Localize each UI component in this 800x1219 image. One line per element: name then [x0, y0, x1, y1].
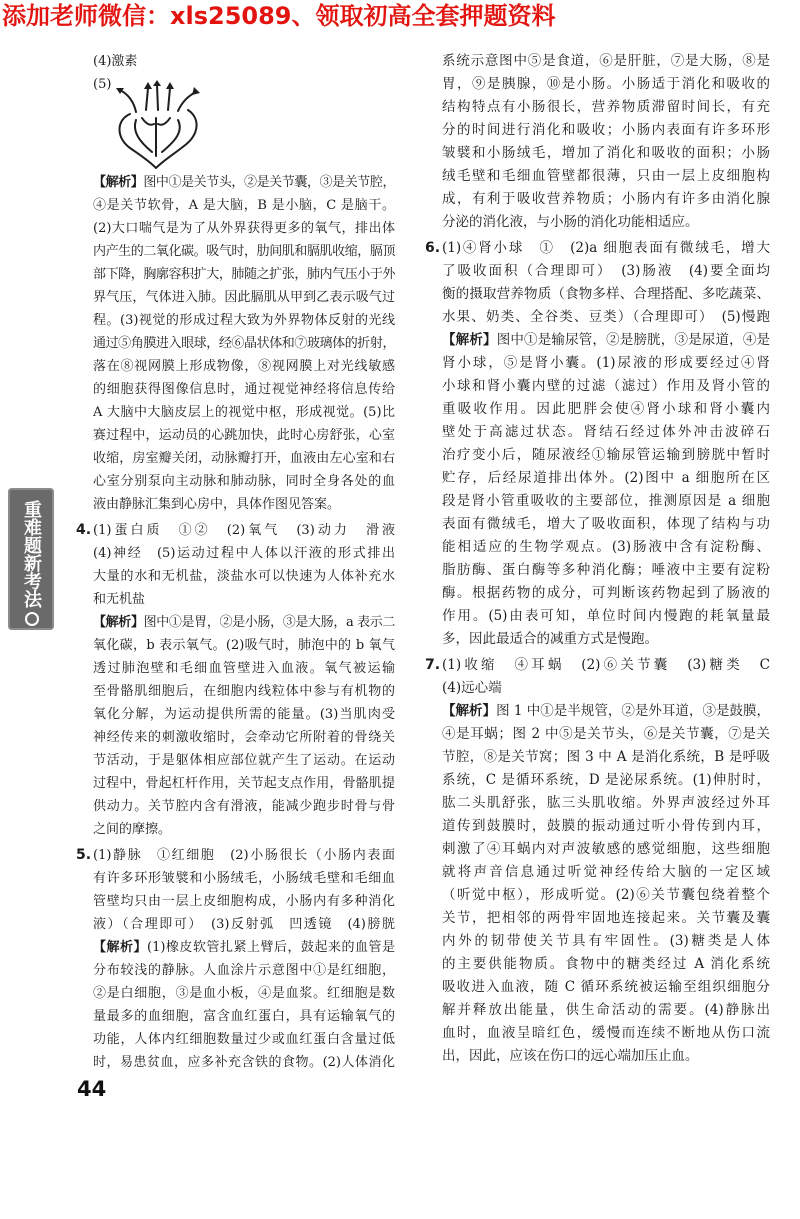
- analysis-line: 解并释放出能量，供生命活动的需要。(4)静脉出: [442, 1002, 770, 1018]
- answer-line: (5): [93, 77, 112, 92]
- analysis-line: 量最多的血细胞，富含血红蛋白，具有运输氧气的: [93, 1009, 395, 1024]
- side-tab-label: 重难题新考法: [21, 500, 42, 608]
- analysis-line: 时，易患贫血，应多补充含铁的食物。(2)人体消化: [93, 1055, 395, 1070]
- answer-line: (4)神经 (5)运动过程中人体以汗液的形式排出: [93, 546, 395, 561]
- analysis-line: 功能，人体内红细胞数量过少或血红蛋白含量过低: [93, 1032, 395, 1047]
- question-number: 5.: [76, 847, 92, 863]
- analysis-label: 【解析】: [93, 615, 144, 630]
- q7-analysis: [442, 700, 770, 1068]
- question-5: [76, 844, 395, 1074]
- analysis-line: 血时，血液呈暗红色，缓慢而连续不断地从伤口流: [442, 1025, 770, 1041]
- answer-line: 大量的水和无机盐，淡盐水可以快速为人体补充水: [93, 569, 395, 584]
- analysis-line: 刺激了④耳蜗内对声波敏感的感觉细胞，这些细胞: [442, 841, 770, 857]
- analysis-line: A 大脑中大脑皮层上的视觉中枢，形成视觉。(5)比: [93, 405, 395, 420]
- analysis-line: 液由静脉汇集到心房中，具体作图见答案。: [93, 497, 341, 512]
- q5-answer: [93, 844, 395, 936]
- analysis-line: 胃，⑨是胰腺，⑩是小肠。小肠适于消化和吸收的: [442, 76, 770, 92]
- q5-analysis: [93, 936, 395, 1074]
- analysis-line: ④是耳蜗；图 2 中⑤是关节头，⑥是关节囊，⑦是关: [442, 726, 770, 742]
- analysis-line: 内产生的二氧化碳。吸气时，肋间肌和膈肌收缩，膈顶: [93, 244, 395, 259]
- question-4: [76, 519, 395, 841]
- analysis-line: 脂肪酶、蛋白酶等多种消化酶；唾液中主要有淀粉: [442, 562, 770, 578]
- q5-analysis-continuation: [442, 50, 770, 234]
- analysis-line: 通过⑤角膜进入眼球，经⑥晶状体和⑦玻璃体的折射，: [93, 336, 395, 351]
- analysis-line: 过程中，骨起杠杆作用，关节起支点作用，骨骼肌提: [93, 776, 395, 791]
- answer-line: (1)蛋白质 ①② (2)氧气 (3)动力 滑液: [93, 523, 395, 538]
- analysis-line: 至骨骼肌细胞后，在细胞内线粒体中参与有机物的: [93, 684, 395, 699]
- analysis-line: ④是关节软骨，A 是大脑，B 是小脑，C 是脑干。: [93, 198, 395, 213]
- analysis-line: 收缩，房室瓣关闭，动脉瓣打开，血液由左心室和右: [93, 451, 395, 466]
- analysis-text: 图中①是输尿管，②是膀胱，③是尿道，④是: [496, 332, 770, 348]
- analysis-text: (1)橡皮软管扎紧上臂后，鼓起来的血管是: [147, 940, 395, 955]
- answer-line: 水果、奶类、全谷类、豆类）（合理即可） (5)慢跑: [442, 309, 770, 325]
- analysis-line: 段是肾小管重吸收的主要部位，推测原因是 a 细胞: [442, 493, 770, 509]
- analysis-line: 皱襞和小肠绒毛，增加了消化和吸收的面积；小肠: [442, 145, 770, 161]
- right-column: [425, 50, 770, 1068]
- analysis-line: 肾小球，⑤是肾小囊。(1)尿液的形成要经过④肾: [442, 355, 770, 371]
- answer-line: 有许多环形皱襞和小肠绒毛，小肠绒毛壁和毛细血: [93, 871, 395, 886]
- q4-answer: [93, 519, 395, 611]
- left-column: [76, 50, 395, 1074]
- analysis-line: 节活动，于是躯体相应部位就产生了运动。在运动: [93, 753, 395, 768]
- tab-ring-icon: [25, 612, 39, 626]
- answer-line: (4)远心端: [442, 680, 502, 696]
- question-number: 7.: [425, 657, 441, 673]
- analysis-line: [93, 611, 395, 634]
- analysis-text: 图中①是胃，②是小肠，③是大肠，a 表示二: [143, 615, 395, 630]
- heart-figure: [93, 96, 395, 171]
- analysis-line: 氧化分解，为运动提供所需的能量。(3)当肌肉受: [93, 707, 395, 722]
- analysis-line: 酶。根据药物的成分，可判断该药物起到了肠液的: [442, 585, 770, 601]
- analysis-line: 贮存，后经尿道排出体外。(2)图中 a 细胞所在区: [442, 470, 770, 486]
- q4-analysis: [93, 611, 395, 841]
- analysis-line: [442, 329, 770, 352]
- answer-line: 了吸收面积（合理即可） (3)肠液 (4)要全面均: [442, 263, 770, 279]
- analysis-line: 内外的韧带使关节具有牢固性。(3)糖类是人体: [442, 933, 770, 949]
- analysis-label: 【解析】: [93, 175, 144, 190]
- analysis-line: 治疗变小后，随尿液经①输尿管运输到膀胱中暂时: [442, 447, 770, 463]
- analysis-line: 表面有微绒毛，增大了吸收面积，体现了结构与功: [442, 516, 770, 532]
- analysis-line: 程。(3)视觉的形成过程大致为外界物体反射的光线: [93, 313, 395, 328]
- analysis-line: 多，因此最适合的减重方式是慢跑。: [442, 631, 658, 647]
- answer-line: (1)④肾小球 ① (2)a 细胞表面有微绒毛，增大: [442, 240, 770, 256]
- analysis-line: 心室分别泵向主动脉和肺动脉，同时全身各处的血: [93, 474, 395, 489]
- analysis-line: [93, 936, 395, 959]
- analysis-line: 分泌的消化液，与小肠的消化功能相适应。: [442, 214, 699, 230]
- page-number: 44: [77, 1077, 107, 1101]
- q3-analysis: [93, 171, 395, 516]
- answer-line: (4)激素: [93, 54, 138, 69]
- question-number: 6.: [425, 240, 441, 256]
- analysis-line: 的主要供能物质。食物中的糖类经过 A 消化系统: [442, 956, 770, 972]
- answer-line: 管壁均只由一层上皮细胞构成，小肠内有多种消化: [93, 894, 395, 909]
- analysis-line: 系统，C 是循环系统，D 是泌尿系统。(1)伸肘时，: [442, 772, 770, 788]
- analysis-line: 关节，把相邻的两骨牢固地连接起来。关节囊及囊: [442, 910, 770, 926]
- answer-line: 衡的摄取营养物质（食物多样、合理搭配、多吃蔬菜、: [442, 286, 770, 302]
- heart-diagram-icon: [110, 80, 204, 170]
- analysis-label: 【解析】: [93, 940, 148, 955]
- analysis-line: 透过肺泡壁和毛细血管壁进入血液。氧气被运输: [93, 661, 395, 676]
- analysis-line: 结构特点有小肠很长，营养物质滞留时间长，有充: [442, 99, 770, 115]
- analysis-line: 分布较浅的静脉。人血涂片示意图中①是红细胞，: [93, 963, 395, 978]
- answer-line: (1)收缩 ④耳蜗 (2)⑥关节囊 (3)糖类 C: [442, 657, 770, 673]
- analysis-line: 小球和肾小囊内壁的过滤（滤过）作用及肾小管的: [442, 378, 770, 394]
- analysis-line: 之间的摩擦。: [93, 822, 172, 837]
- analysis-line: 氧化碳，b 表示氧气。(2)吸气时，肺泡中的 b 氧气: [93, 638, 395, 653]
- analysis-line: 赛过程中，运动员的心跳加快，此时心房舒张，心室: [93, 428, 395, 443]
- analysis-line: 重吸收作用。因此肥胖会使④肾小球和肾小囊内: [442, 401, 770, 417]
- analysis-line: 就将声音信息通过听觉神经传给大脑的一定区域: [442, 864, 770, 880]
- analysis-line: 的细胞获得图像信息时，通过视觉神经将信息传给: [93, 382, 395, 397]
- analysis-line: 作用。(5)由表可知，单位时间内慢跑的耗氧量最: [442, 608, 770, 624]
- analysis-line: 绒毛壁和毛细血管壁都很薄，只由一层上皮细胞构: [442, 168, 770, 184]
- analysis-line: 吸收进入血液，随 C 循环系统被运输至组织细胞分: [442, 979, 770, 995]
- analysis-line: 肱二头肌舒张，肱三头肌收缩。外界声波经过外耳: [442, 795, 770, 811]
- answer-line: 和无机盐: [93, 592, 146, 607]
- analysis-label: 【解析】: [442, 332, 497, 348]
- analysis-line: 节腔，⑧是关节窝；图 3 中 A 是消化系统，B 是呼吸: [442, 749, 770, 765]
- section-side-tab: [8, 488, 54, 630]
- analysis-text: 图 1 中①是半规管，②是外耳道，③是鼓膜，: [496, 703, 770, 719]
- analysis-text: 图中①是关节头，②是关节囊，③是关节腔，: [143, 175, 395, 190]
- analysis-line: 能相适应的生物学观点。(3)肠液中含有淀粉酶、: [442, 539, 770, 555]
- analysis-line: 界气压，气体进入肺。因此膈肌从甲到乙表示吸气过: [93, 290, 395, 305]
- analysis-line: 部下降，胸廓容积扩大，肺随之扩张，肺内气压小于外: [93, 267, 395, 282]
- analysis-line: 神经传来的刺激收缩时，会牵动它所附着的骨绕关: [93, 730, 395, 745]
- analysis-line: （听觉中枢），形成听觉。(2)⑥关节囊包绕着整个: [442, 887, 770, 903]
- analysis-line: ②是白细胞，③是血小板，④是血浆。红细胞是数: [93, 986, 395, 1001]
- answer-line: (1)静脉 ①红细胞 (2)小肠很长（小肠内表面: [93, 848, 395, 863]
- question-number: 4.: [76, 522, 92, 538]
- analysis-line: 出，因此，应该在伤口的远心端加压止血。: [442, 1048, 699, 1064]
- analysis-line: [442, 700, 770, 723]
- analysis-line: [93, 171, 395, 194]
- analysis-line: 分的时间进行消化和吸收；小肠内表面有许多环形: [442, 122, 770, 138]
- analysis-line: 落在⑧视网膜上形成物像，⑧视网膜上对光线敏感: [93, 359, 395, 374]
- analysis-label: 【解析】: [442, 703, 497, 719]
- question-6: [425, 237, 770, 651]
- q7-answer: [442, 654, 770, 700]
- analysis-line: 成，有利于吸收营养物质；小肠内有许多由消化腺: [442, 191, 770, 207]
- question-7: [425, 654, 770, 1068]
- analysis-line: (2)大口喘气是为了从外界获得更多的氧气，排出体: [93, 221, 395, 236]
- q6-analysis: [442, 329, 770, 651]
- q6-answer: [442, 237, 770, 329]
- promo-banner: 添加老师微信：xls25089、领取初高全套押题资料: [2, 2, 556, 30]
- analysis-line: 供动力。关节腔内含有滑液，能减少跑步时骨与骨: [93, 799, 395, 814]
- analysis-line: 系统示意图中⑤是食道，⑥是肝脏，⑦是大肠，⑧是: [442, 53, 770, 69]
- answer-line: 液）（合理即可） (3)反射弧 凹透镜 (4)膀胱: [93, 917, 395, 932]
- analysis-line: 壁处于高滤过状态。肾结石经过体外冲击波碎石: [442, 424, 770, 440]
- analysis-line: 道传到鼓膜时，鼓膜的振动通过听小骨传到内耳，: [442, 818, 770, 834]
